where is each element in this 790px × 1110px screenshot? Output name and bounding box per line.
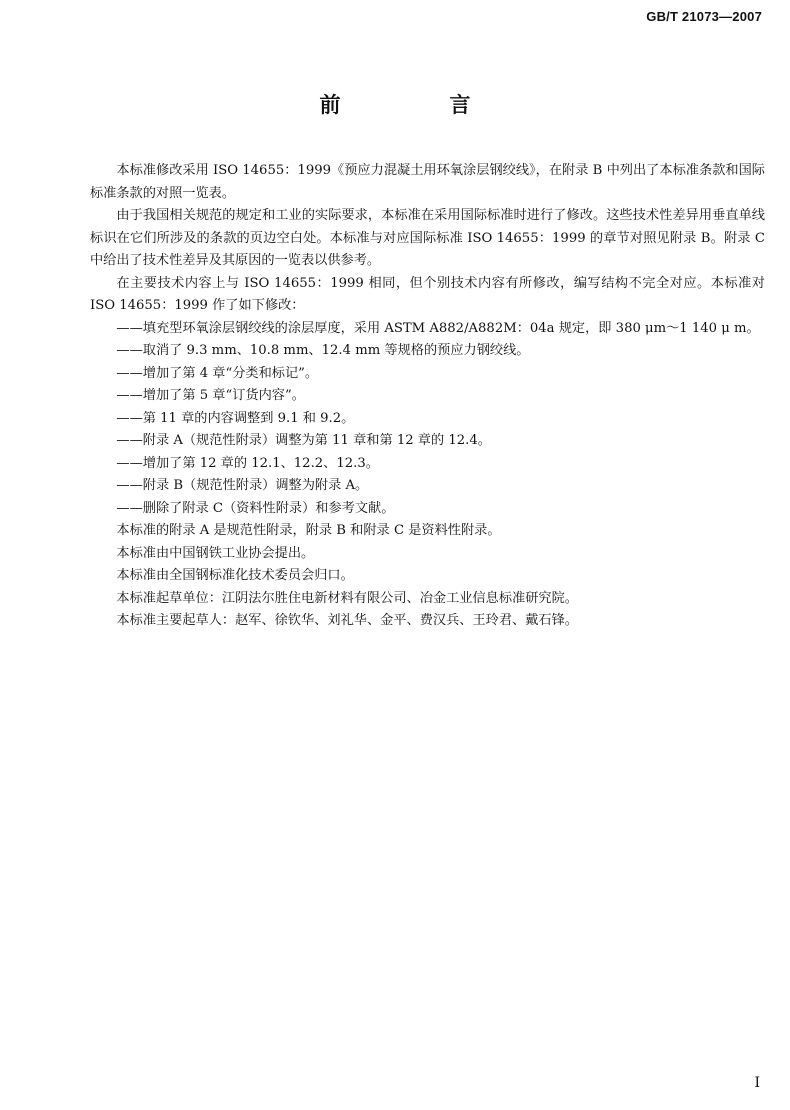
- paragraph: 由于我国相关规范的规定和工业的实际要求，本标准在采用国际标准时进行了修改。这些技术性差异用垂直单线标识在它们所涉及的条款的页边空白处。本标准与对应国际标准 ISO 14655：1999 的章节对照见附录 B。附录 C 中给出了技术性差异及其原因的一览表以供参考。: [90, 208, 765, 268]
- closing-paragraph: 本标准由中国钢铁工业协会提出。: [116, 545, 315, 561]
- foreword-body: [90, 160, 765, 633]
- standard-code: GB/T 21073—2007: [646, 9, 762, 24]
- modification-item: ——填充型环氧涂层钢绞线的涂层厚度，采用 ASTM A882/A882M：04a 规定，即 380 μm～1 140 μ m。: [116, 320, 760, 336]
- paragraph: 本标准修改采用 ISO 14655：1999《预应力混凝土用环氧涂层钢绞线》，在附录 B 中列出了本标准条款和国际标准条款的对照一览表。: [90, 163, 765, 201]
- modification-item: ——附录 B（规范性附录）调整为附录 A。: [116, 478, 369, 493]
- modification-item: ——增加了第 4 章“分类和标记”。: [116, 365, 319, 381]
- modification-item: ——增加了第 5 章“订货内容”。: [116, 388, 305, 403]
- page-number: I: [754, 1075, 760, 1091]
- closing-paragraph: 本标准起草单位：江阴法尔胜住电新材料有限公司、冶金工业信息标准研究院。: [116, 590, 578, 606]
- modification-item: ——第 11 章的内容调整到 9.1 和 9.2。: [116, 410, 355, 426]
- closing-paragraph: 本标准由全国钢标准化技术委员会归口。: [116, 568, 354, 583]
- modification-item: ——增加了第 12 章的 12.1、12.2、12.3。: [116, 455, 379, 471]
- closing-paragraph: 本标准主要起草人：赵军、徐钦华、刘礼华、金平、费汉兵、王玲君、戴石锋。: [116, 613, 578, 628]
- closing-paragraph: 本标准的附录 A 是规范性附录，附录 B 和附录 C 是资料性附录。: [116, 523, 501, 538]
- modification-item: ——附录 A（规范性附录）调整为第 11 章和第 12 章的 12.4。: [116, 433, 491, 448]
- modification-item: ——取消了 9.3 mm、10.8 mm、12.4 mm 等规格的预应力钢绞线。: [116, 343, 530, 358]
- modification-item: ——删除了附录 C（资料性附录）和参考文献。: [116, 500, 395, 516]
- page-title: 前 言: [319, 93, 515, 117]
- paragraph: 在主要技术内容上与 ISO 14655：1999 相同，但个别技术内容有所修改，编写结构不完全对应。本标准对 ISO 14655：1999 作了如下修改：: [90, 275, 765, 313]
